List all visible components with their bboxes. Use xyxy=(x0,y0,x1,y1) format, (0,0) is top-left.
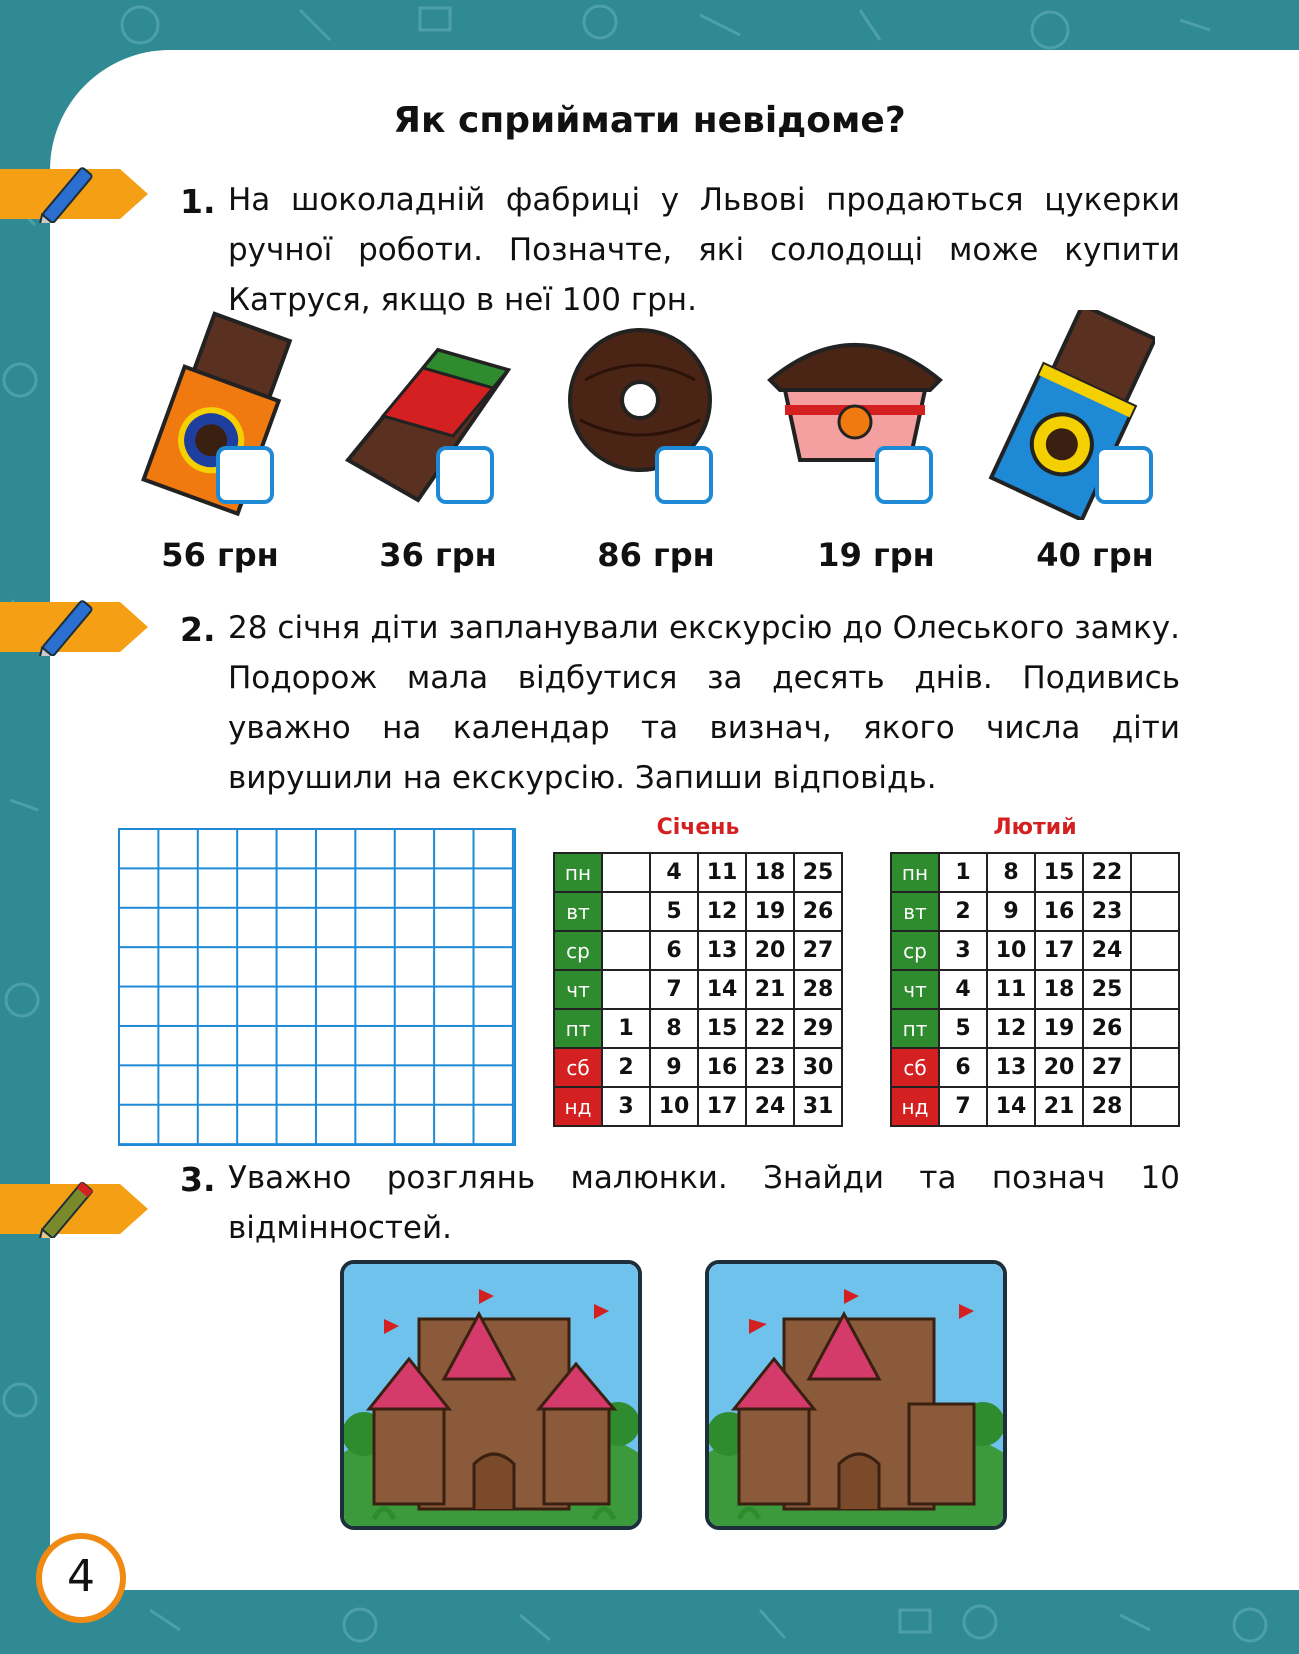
task-2-text: 28 січня діти запланували екскурсію до Олеського замку. Подорож мала відбутися за десять днів. Подивись уважно на календар та визнач, якого числа діти вирушили на екскурсію. Запиши відповідь. xyxy=(228,610,1180,796)
calendar-date: 19 xyxy=(746,892,794,931)
calendar-row xyxy=(891,931,1179,970)
task-3-number: 3. xyxy=(180,1160,216,1199)
pencil-tab-icon xyxy=(0,165,150,223)
price-label: 86 грн xyxy=(597,536,715,574)
calendar-date: 15 xyxy=(1035,853,1083,892)
calendar-date: 1 xyxy=(602,1009,650,1048)
task-1-number: 1. xyxy=(180,182,216,221)
calendar-date: 28 xyxy=(794,970,842,1009)
calendar-date: 22 xyxy=(1083,853,1131,892)
calendar-date: 3 xyxy=(602,1087,650,1126)
calendar-date: 16 xyxy=(1035,892,1083,931)
calendar-date: 25 xyxy=(794,853,842,892)
calendar-date: 7 xyxy=(939,1087,987,1126)
calendar-row xyxy=(891,1087,1179,1126)
calendar-row xyxy=(891,1048,1179,1087)
weekday-label: чт xyxy=(554,970,602,1009)
calendar-date: 22 xyxy=(746,1009,794,1048)
answer-checkbox[interactable] xyxy=(216,446,274,504)
answer-checkbox[interactable] xyxy=(436,446,494,504)
calendar-row xyxy=(554,1009,842,1048)
calendar-date: 24 xyxy=(1083,931,1131,970)
calendar-date xyxy=(602,970,650,1009)
calendar-date: 10 xyxy=(987,931,1035,970)
calendar-row xyxy=(554,1048,842,1087)
calendar-date: 7 xyxy=(650,970,698,1009)
calendar-date: 23 xyxy=(1083,892,1131,931)
calendar-date: 17 xyxy=(698,1087,746,1126)
weekday-label: ср xyxy=(554,931,602,970)
calendar-date: 8 xyxy=(987,853,1035,892)
calendar-date: 9 xyxy=(650,1048,698,1087)
calendar-date: 30 xyxy=(794,1048,842,1087)
weekday-label: пт xyxy=(554,1009,602,1048)
calendar-date: 9 xyxy=(987,892,1035,931)
castle-picture-left[interactable] xyxy=(340,1260,642,1530)
calendar-date xyxy=(1131,931,1179,970)
calendar-date: 29 xyxy=(794,1009,842,1048)
calendar-date: 23 xyxy=(746,1048,794,1087)
weekday-label: вт xyxy=(554,892,602,931)
weekday-label: нд xyxy=(891,1087,939,1126)
calendar-row xyxy=(891,970,1179,1009)
calendar-date: 10 xyxy=(650,1087,698,1126)
calendar-row xyxy=(554,970,842,1009)
castle-image xyxy=(344,1264,638,1526)
calendar-date: 27 xyxy=(794,931,842,970)
calendar-date: 31 xyxy=(794,1087,842,1126)
calendar-date: 21 xyxy=(1035,1087,1083,1126)
calendar-date: 14 xyxy=(987,1087,1035,1126)
calendar-date: 3 xyxy=(939,931,987,970)
calendar-date: 6 xyxy=(939,1048,987,1087)
answer-grid[interactable] xyxy=(118,828,516,1146)
calendar-date xyxy=(1131,970,1179,1009)
weekday-label: сб xyxy=(891,1048,939,1087)
calendar-date: 20 xyxy=(746,931,794,970)
pencil-tab-icon xyxy=(0,598,150,656)
task-3-text: Уважно розглянь малюнки. Знайди та познач 10 відмінностей. xyxy=(228,1160,1180,1246)
calendar-date: 16 xyxy=(698,1048,746,1087)
calendar-date xyxy=(1131,892,1179,931)
answer-checkbox[interactable] xyxy=(1095,446,1153,504)
calendar-row xyxy=(891,853,1179,892)
calendar-row xyxy=(554,931,842,970)
price-label: 40 грн xyxy=(1036,536,1154,574)
calendar-date: 21 xyxy=(746,970,794,1009)
weekday-label: нд xyxy=(554,1087,602,1126)
calendar-date: 5 xyxy=(939,1009,987,1048)
weekday-label: пт xyxy=(891,1009,939,1048)
calendar-date: 20 xyxy=(1035,1048,1083,1087)
calendar-date: 11 xyxy=(987,970,1035,1009)
price-label: 56 грн xyxy=(161,536,279,574)
calendar-date: 28 xyxy=(1083,1087,1131,1126)
price-label: 19 грн xyxy=(817,536,935,574)
weekday-label: чт xyxy=(891,970,939,1009)
calendar-date: 26 xyxy=(1083,1009,1131,1048)
calendar-row xyxy=(891,892,1179,931)
calendar-date: 13 xyxy=(698,931,746,970)
page-number: 4 xyxy=(36,1533,126,1623)
calendar-date: 15 xyxy=(698,1009,746,1048)
calendar-date: 12 xyxy=(987,1009,1035,1048)
calendar-date: 26 xyxy=(794,892,842,931)
calendar-date: 12 xyxy=(698,892,746,931)
castle-image xyxy=(709,1264,1003,1526)
weekday-label: ср xyxy=(891,931,939,970)
calendar-date xyxy=(1131,853,1179,892)
calendar-date: 4 xyxy=(939,970,987,1009)
calendar-date: 24 xyxy=(746,1087,794,1126)
weekday-label: вт xyxy=(891,892,939,931)
calendar-february xyxy=(890,852,1180,1127)
calendar-date: 25 xyxy=(1083,970,1131,1009)
calendar-row xyxy=(554,1087,842,1126)
weekday-label: сб xyxy=(554,1048,602,1087)
calendar-date xyxy=(1131,1087,1179,1126)
calendar-date: 1 xyxy=(939,853,987,892)
calendar-title-january: Січень xyxy=(656,815,740,840)
calendar-date: 19 xyxy=(1035,1009,1083,1048)
calendar-date: 18 xyxy=(746,853,794,892)
calendar-date: 11 xyxy=(698,853,746,892)
calendar-date: 4 xyxy=(650,853,698,892)
calendar-date: 13 xyxy=(987,1048,1035,1087)
price-label: 36 грн xyxy=(379,536,497,574)
pencil-tab-icon xyxy=(0,1180,150,1238)
castle-picture-right[interactable] xyxy=(705,1260,1007,1530)
weekday-label: пн xyxy=(891,853,939,892)
calendar-date: 2 xyxy=(939,892,987,931)
calendar-row xyxy=(554,853,842,892)
calendar-date: 6 xyxy=(650,931,698,970)
calendar-date: 2 xyxy=(602,1048,650,1087)
calendar-date xyxy=(602,931,650,970)
answer-checkbox[interactable] xyxy=(655,446,713,504)
calendar-january xyxy=(553,852,843,1127)
calendar-row xyxy=(554,892,842,931)
page-title: Як сприймати невідоме? xyxy=(393,100,906,141)
calendar-date xyxy=(602,853,650,892)
calendar-date: 8 xyxy=(650,1009,698,1048)
calendar-date xyxy=(1131,1048,1179,1087)
calendar-row xyxy=(891,1009,1179,1048)
answer-checkbox[interactable] xyxy=(875,446,933,504)
calendar-date: 17 xyxy=(1035,931,1083,970)
calendar-date xyxy=(602,892,650,931)
calendar-date: 18 xyxy=(1035,970,1083,1009)
calendar-date: 14 xyxy=(698,970,746,1009)
calendar-date: 5 xyxy=(650,892,698,931)
calendar-date xyxy=(1131,1009,1179,1048)
weekday-label: пн xyxy=(554,853,602,892)
calendar-title-february: Лютий xyxy=(993,815,1077,840)
task-1-text: На шоколадній фабриці у Львові продаються цукерки ручної роботи. Позначте, які солодощі може купити Катруся, якщо в неї 100 грн. xyxy=(228,182,1180,318)
calendar-date: 27 xyxy=(1083,1048,1131,1087)
task-2-number: 2. xyxy=(180,610,216,649)
orange-chocolate-bar-image xyxy=(130,310,300,520)
